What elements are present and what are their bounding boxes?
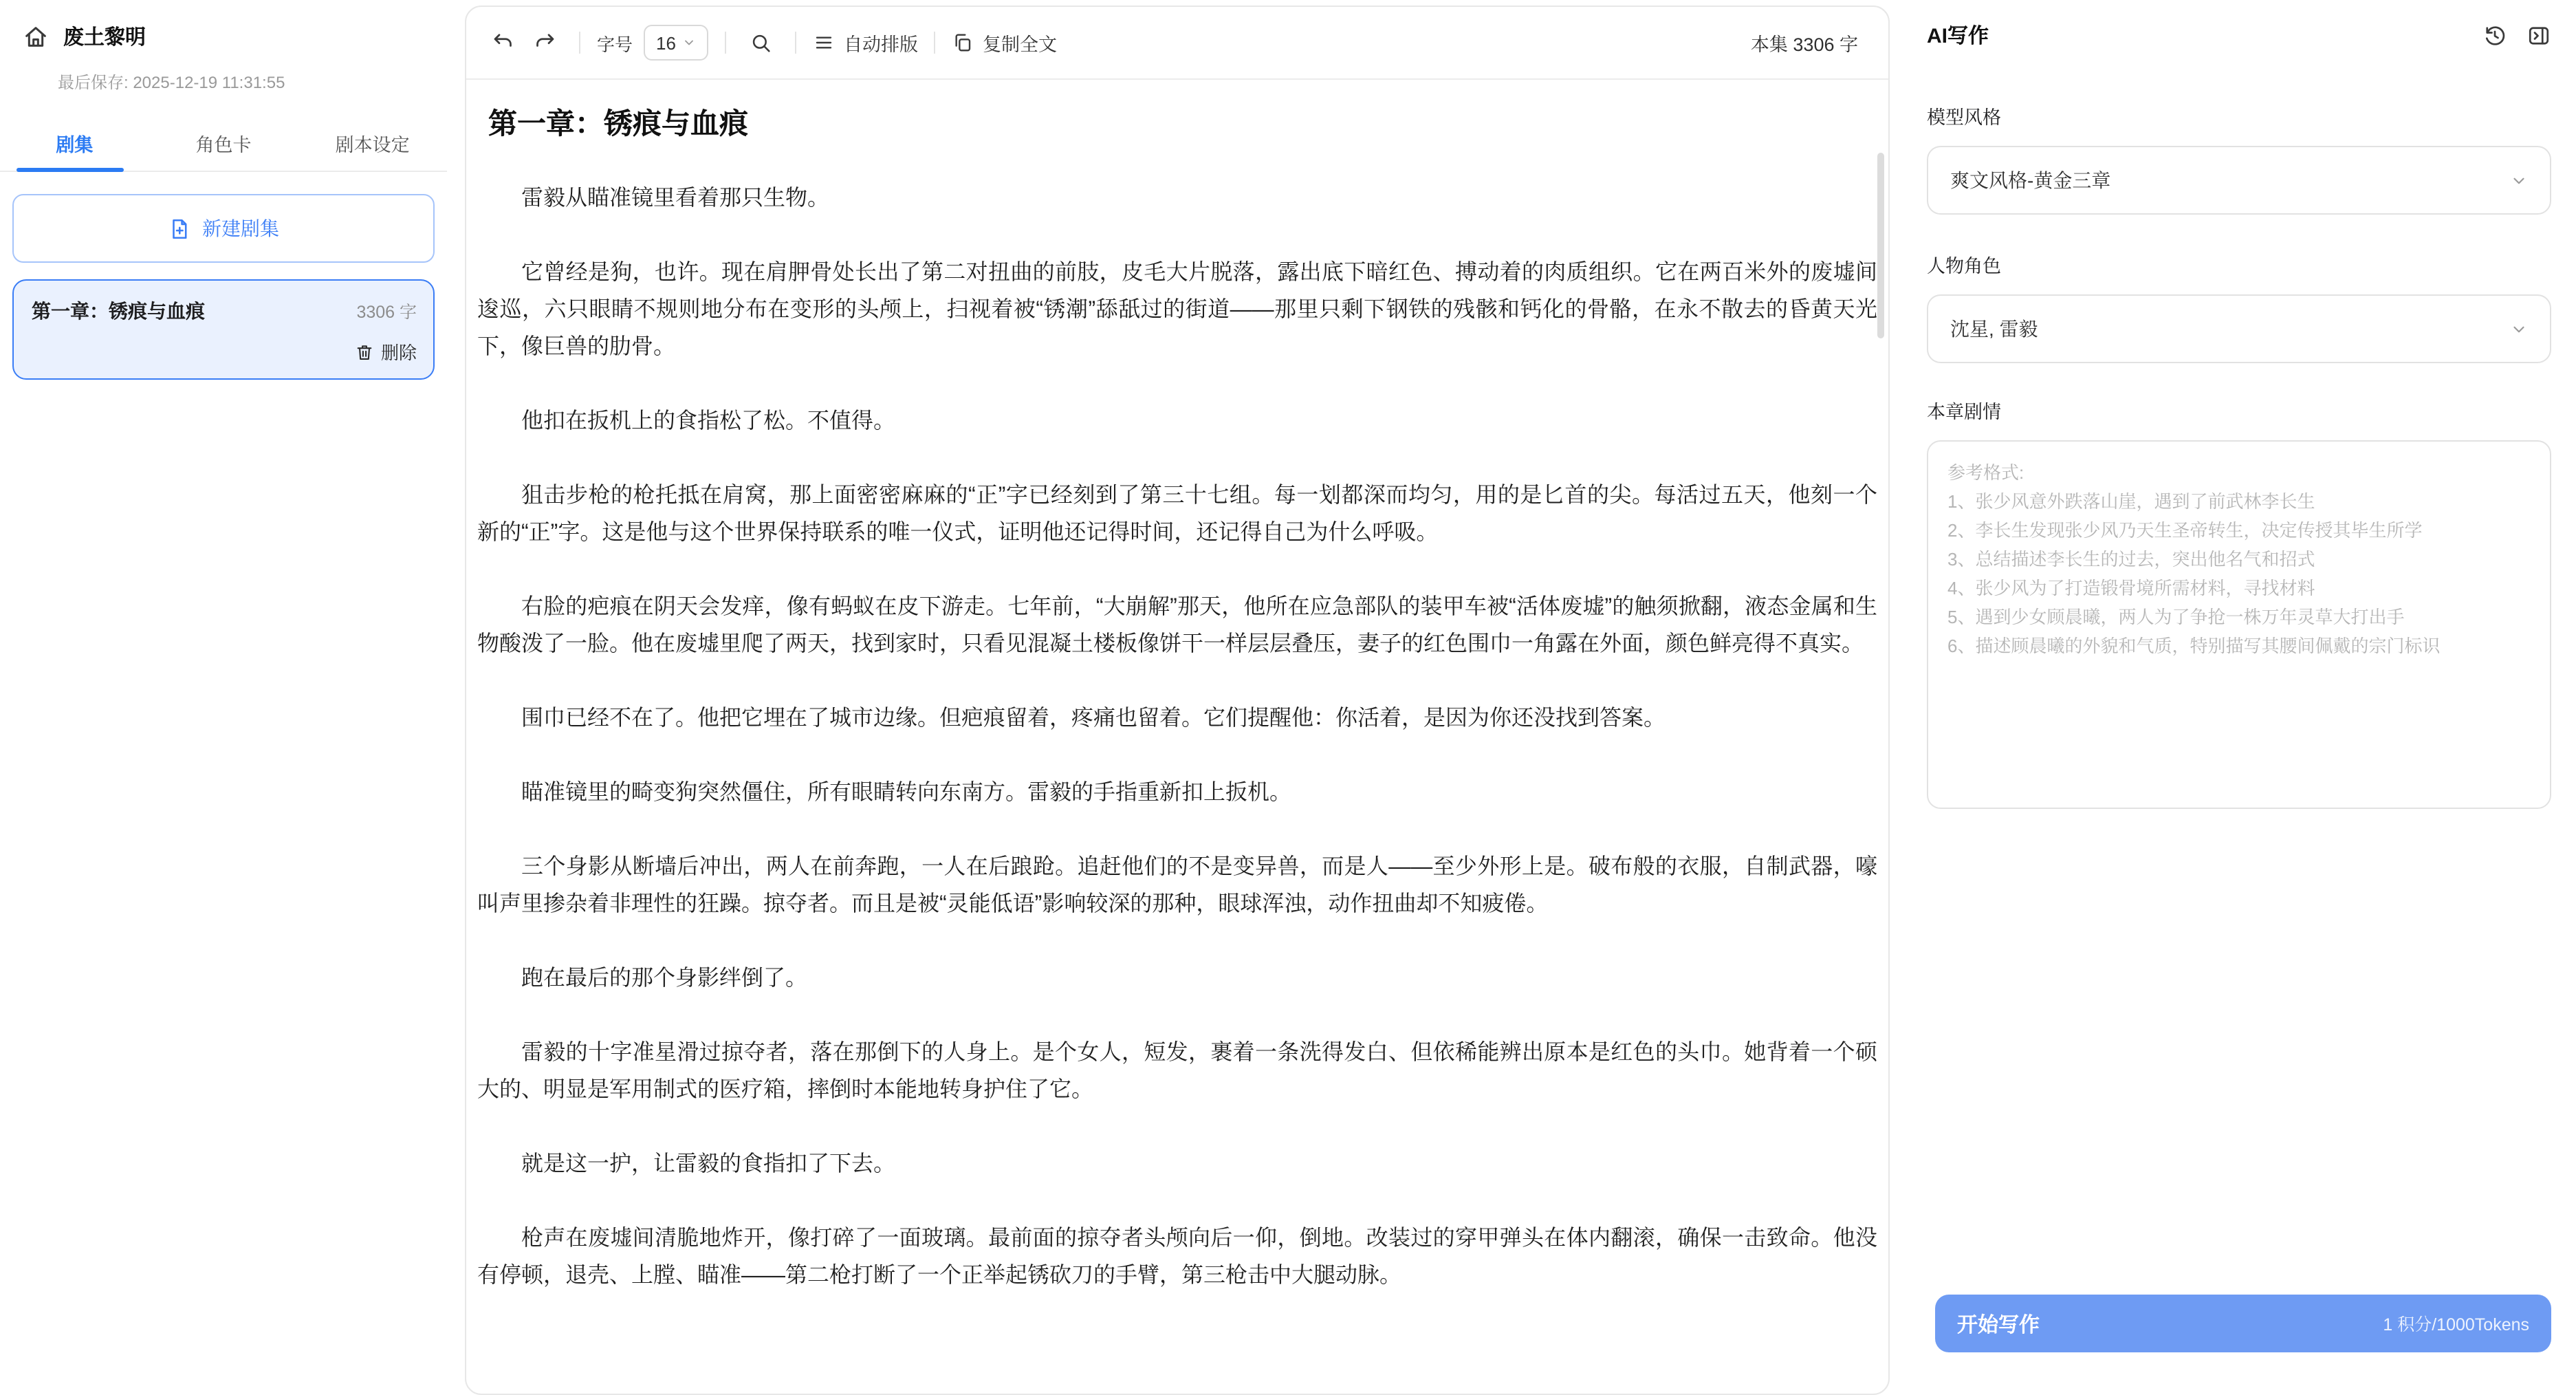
editor-scrollbar-thumb[interactable] bbox=[1877, 153, 1884, 338]
toolbar-divider bbox=[725, 32, 727, 54]
last-saved-text: 最后保存: 2025-12-19 11:31:55 bbox=[58, 73, 285, 92]
chapter-heading: 第一章：锈痕与血痕 bbox=[488, 109, 748, 140]
collapse-panel-icon[interactable] bbox=[2526, 23, 2551, 47]
paragraph: 它曾经是狗，也许。现在肩胛骨处长出了第二对扭曲的前肢，皮毛大片脱落，露出底下暗红色、搏动着的肉质组织。它在两百米外的废墟间逡巡，六只眼睛不规则地分布在变形的头颅上，扫视着被“锈潮”舔舐过的街道——那里只剩下钢铁的残骸和钙化的骨骼，在永不散去的昏黄天光下，像巨兽的肋骨。 bbox=[477, 261, 1877, 359]
episode-list-item[interactable] bbox=[12, 279, 435, 380]
auto-format-button[interactable] bbox=[814, 29, 918, 56]
paragraph: 三个身影从断墙后冲出，两人在前奔跑，一人在后踉跄。追赶他们的不是变异兽，而是人——至少外形上是。破布般的衣服，自制武器，嚎叫声里掺杂着非理性的狂躁。掠夺者。而且是被“灵能低语”影响较深的那种，眼球浑浊，动作扭曲却不知疲倦。 bbox=[477, 856, 1877, 916]
new-episode-button[interactable] bbox=[12, 194, 435, 263]
model-style-select[interactable] bbox=[1927, 146, 2551, 215]
sidebar-tabs bbox=[0, 124, 447, 172]
sidebar bbox=[0, 0, 447, 1367]
delete-label: 删除 bbox=[380, 343, 417, 363]
redo-button[interactable] bbox=[527, 25, 563, 61]
tab-script-settings[interactable]: 剧本设定 bbox=[335, 135, 410, 155]
font-size-select[interactable] bbox=[644, 25, 709, 61]
font-size-label: 字号 bbox=[597, 34, 633, 54]
ai-writing-panel bbox=[1891, 0, 2576, 1367]
copy-all-label: 复制全文 bbox=[982, 34, 1057, 55]
chevron-down-icon bbox=[2510, 320, 2528, 338]
copy-all-button[interactable] bbox=[952, 29, 1057, 56]
model-style-label: 模型风格 bbox=[1927, 107, 2001, 128]
model-style-value: 爽文风格-黄金三章 bbox=[1950, 169, 2111, 191]
tab-character-cards[interactable]: 角色卡 bbox=[195, 135, 252, 155]
paragraph: 跑在最后的那个身影绊倒了。 bbox=[521, 967, 808, 991]
copy-icon bbox=[952, 32, 974, 54]
new-episode-label: 新建剧集 bbox=[202, 217, 279, 239]
toolbar-divider bbox=[579, 32, 580, 54]
paragraph: 就是这一护，让雷毅的食指扣了下去。 bbox=[521, 1153, 896, 1176]
auto-format-label: 自动排版 bbox=[843, 34, 918, 55]
paragraph: 右脸的疤痕在阴天会发痒，像有蚂蚁在皮下游走。七年前，“大崩解”那天，他所在应急部队的装甲车被“活体废墟”的触须掀翻，液态金属和生物酸泼了一脸。他在废墟里爬了两天，找到家时，只看见混凝土楼板像饼干一样层层叠压，妻子的红色围巾一角露在外面，颜色鲜亮得不真实。 bbox=[477, 596, 1877, 656]
toolbar-divider bbox=[935, 32, 936, 54]
paragraph: 瞄准镜里的畸变狗突然僵住，所有眼睛转向东南方。雷毅的手指重新扣上扳机。 bbox=[521, 781, 1292, 805]
history-icon[interactable] bbox=[2482, 23, 2507, 47]
start-writing-label: 开始写作 bbox=[1957, 1313, 2040, 1337]
tab-episodes[interactable]: 剧集 bbox=[0, 124, 149, 171]
episode-word-count: 3306 字 bbox=[356, 303, 417, 322]
project-title: 废土黎明 bbox=[63, 26, 146, 50]
paragraph: 围巾已经不在了。他把它埋在了城市边缘。但疤痕留着，疼痛也留着。它们提醒他：你活着，是因为你还没找到答案。 bbox=[521, 707, 1666, 731]
chapter-word-count: 本集 3306 字 bbox=[1750, 34, 1858, 55]
delete-episode-button[interactable] bbox=[355, 338, 417, 365]
episode-title: 第一章：锈痕与血痕 bbox=[32, 300, 205, 322]
plot-label: 本章剧情 bbox=[1927, 402, 2001, 422]
paragraph: 雷毅从瞄准镜里看着那只生物。 bbox=[521, 187, 830, 210]
font-size-value: 16 bbox=[656, 32, 676, 53]
ai-panel-title: AI写作 bbox=[1927, 25, 1989, 48]
paragraph: 他扣在扳机上的食指松了松。不值得。 bbox=[521, 410, 896, 433]
paragraph: 狙击步枪的枪托抵在肩窝，那上面密密麻麻的“正”字已经刻到了第三十七组。每一划都深而均匀，用的是匕首的尖。每活过五天，他刻一个新的“正”字。这是他与这个世界保持联系的唯一仪式，证明他还记得时间，还记得自己为什么呼吸。 bbox=[477, 484, 1877, 545]
undo-button[interactable] bbox=[485, 25, 521, 61]
editor-card bbox=[465, 6, 1890, 1395]
toolbar-divider bbox=[796, 32, 797, 54]
search-icon[interactable] bbox=[743, 25, 779, 61]
new-document-icon bbox=[168, 217, 191, 240]
editor-content[interactable] bbox=[466, 102, 1888, 1295]
characters-value: 沈星, 雷毅 bbox=[1950, 318, 2038, 340]
paragraph: 雷毅的十字准星滑过掠夺者，落在那倒下的人身上。是个女人，短发，裹着一条洗得发白、但依稀能辨出原本是红色的头巾。她背着一个硕大的、明显是军用制式的医疗箱，摔倒时本能地转身护住了它。 bbox=[477, 1041, 1877, 1102]
cost-per-tokens: 1 积分/1000Tokens bbox=[2383, 1315, 2529, 1334]
paragraph: 枪声在废墟间清脆地炸开，像打碎了一面玻璃。最前面的掠夺者头颅向后一仰，倒地。改装过的穿甲弹头在体内翻滚，确保一击致命。他没有停顿，退壳、上膛、瞄准——第二枪打断了一个正举起锈砍刀的手臂，第三枪击中大腿动脉。 bbox=[477, 1227, 1877, 1288]
trash-icon bbox=[355, 342, 374, 361]
editor-toolbar bbox=[466, 7, 1888, 80]
start-writing-button[interactable] bbox=[1935, 1295, 2551, 1352]
characters-label: 人物角色 bbox=[1927, 256, 2001, 277]
plot-textarea[interactable] bbox=[1927, 440, 2551, 809]
lines-icon bbox=[814, 32, 836, 54]
active-tab-underline bbox=[17, 168, 124, 172]
chevron-down-icon bbox=[683, 36, 697, 50]
chevron-down-icon bbox=[2510, 171, 2528, 189]
home-icon[interactable] bbox=[22, 23, 50, 50]
characters-select[interactable] bbox=[1927, 294, 2551, 363]
chapter-body[interactable] bbox=[477, 180, 1877, 1295]
